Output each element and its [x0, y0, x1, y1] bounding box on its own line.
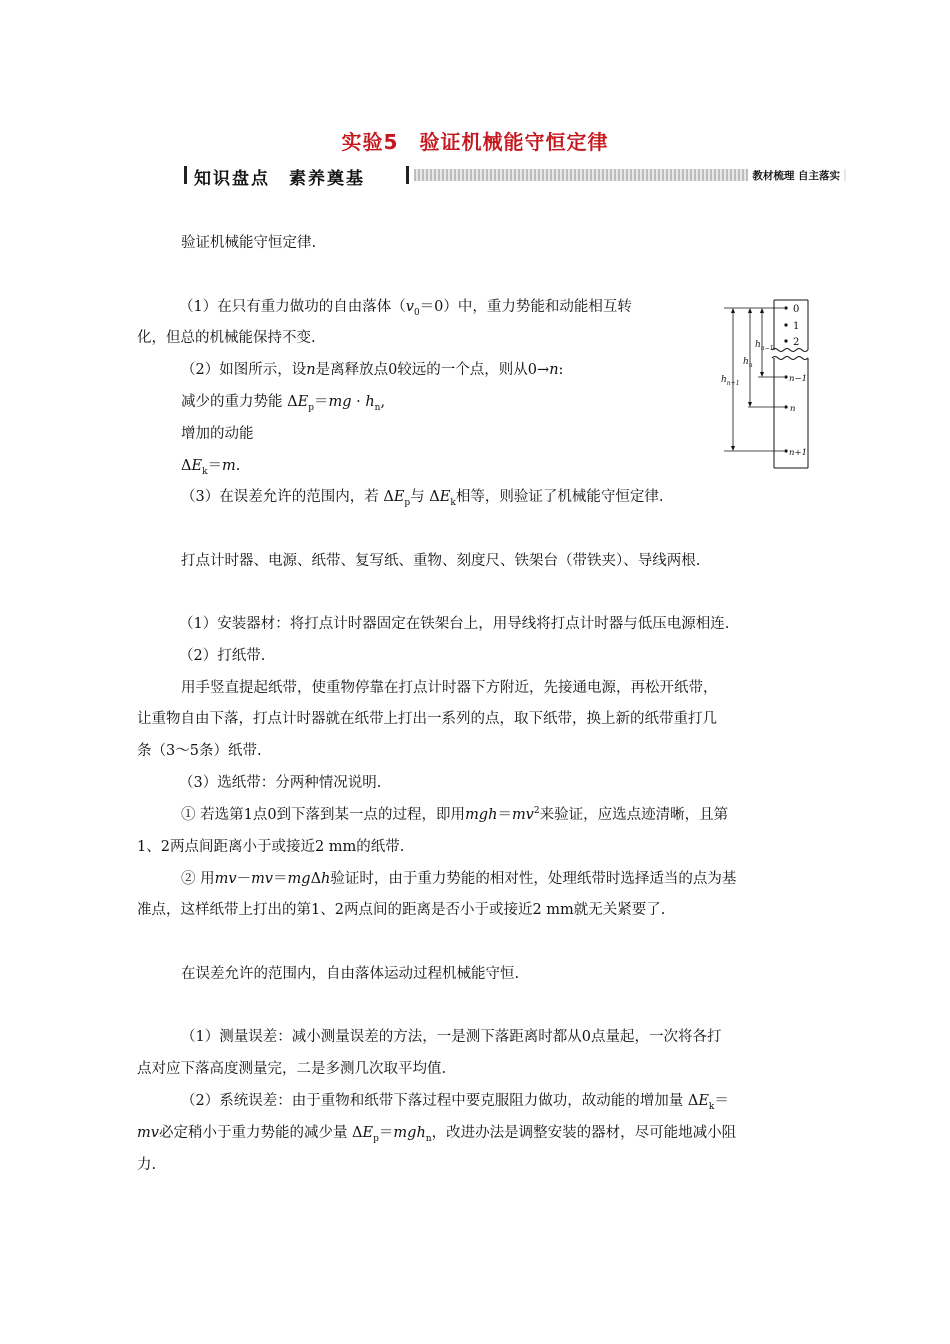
step-2-line-b: 让重物自由下落，打点计时器就在纸带上打出一系列的点，取下纸带，换上新的纸带重打几	[137, 711, 717, 727]
step-2-line-a: 用手竖直提起纸带，使重物停靠在打点计时器下方附近，先接通电源，再松开纸带，	[181, 680, 718, 696]
step-3-case-1-cont: 1、2两点间距离小于或接近2 mm的纸带.	[137, 839, 405, 855]
tape-label-n+1: n+1	[789, 448, 808, 458]
tape-label-2: 2	[793, 337, 800, 348]
tape-dot-n-1	[784, 375, 787, 378]
tape-label-n-1: n−1	[789, 374, 808, 384]
h-n+1-label: $h_{n+1}$	[721, 375, 740, 387]
error-2-cont: mv必定稍小于重力势能的减少量 $\Delta E_p=mgh_n$，改进办法是调整安装的器材，尽可能地减小阻	[137, 1125, 737, 1144]
h-n-1-label: $h_{n-1}$	[755, 340, 774, 352]
step-3-case-1: ① 若选第1点0到下落到某一点的过程，即用$mgh=mv^2$来验证，应选点迹清晰，且第	[181, 806, 729, 823]
conclusion-text: 在误差允许的范围内，自由落体运动过程机械能守恒.	[181, 966, 520, 982]
section-banner	[184, 164, 846, 189]
error-2: （2）系统误差：由于重物和纸带下落过程中要克服阻力做功，故动能的增加量 $\Delta E_k=$	[181, 1093, 729, 1112]
error-1: （1）测量误差：减小测量误差的方法，一是测下落距离时都从0点量起，一次将各打	[181, 1029, 722, 1045]
banner-separator	[406, 166, 409, 184]
banner-bar	[184, 166, 187, 184]
paper-tape-diagram	[718, 296, 818, 472]
principle-line-7: （3）在误差允许的范围内，若 $\Delta E_p$与 $\Delta E_k$相等，则验证了机械能守恒定律.	[181, 489, 664, 508]
principle-line-1: （1）在只有重力做功的自由落体$(v_0=0)$中，重力势能和动能相互转	[179, 299, 632, 318]
tape-dot-n	[784, 405, 787, 408]
page-title: 实验5 验证机械能守恒定律	[341, 130, 609, 154]
banner-title: 知识盘点 素养奠基	[194, 169, 365, 189]
purpose-text: 验证机械能守恒定律.	[181, 235, 317, 251]
tape-dot-n+1	[784, 449, 787, 452]
principle-line-4: 减少的重力势能 $\Delta E_p=mg \cdot h_n$,	[181, 394, 386, 413]
step-2-line-c: 条（3～5条）纸带.	[137, 743, 262, 759]
principle-line-6: $\Delta E_k=m$.	[181, 458, 241, 477]
step-1: （1）安装器材：将打点计时器固定在铁架台上，用导线将打点计时器与低压电源相连.	[179, 616, 730, 632]
step-3: （3）选纸带：分两种情况说明.	[179, 775, 382, 791]
tape-label-1: 1	[793, 321, 800, 332]
error-2-end: 力.	[137, 1157, 157, 1173]
step-3-case-2-cont: 准点，这样纸带上打出的第1、2两点间的距离是否小于或接近2 mm就无关紧要了.	[137, 902, 666, 918]
step-3-case-2: ② 用mv－mv＝mgΔh验证时，由于重力势能的相对性，处理纸带时选择适当的点为基	[181, 871, 737, 887]
principle-line-3: （2）如图所示，设n是离释放点0较远的一个点，则从0→n:	[181, 362, 564, 378]
equipment-text: 打点计时器、电源、纸带、复写纸、重物、刻度尺、铁架台（带铁夹）、导线两根.	[181, 553, 701, 569]
principle-line-5: 增加的动能	[181, 426, 254, 442]
tape-dot-2	[784, 339, 787, 342]
tape-label-0: 0	[793, 304, 800, 315]
h-n-label: $h_n$	[743, 357, 753, 369]
banner-subtitle: 教材梳理 自主落实	[748, 168, 844, 183]
tape-dot-1	[784, 323, 787, 326]
principle-line-2: 化，但总的机械能保持不变.	[137, 330, 316, 346]
tape-dot-0	[784, 306, 787, 309]
tape-label-n: n	[790, 404, 796, 414]
step-2: （2）打纸带.	[179, 648, 266, 664]
error-1-cont: 点对应下落高度测量完，二是多测几次取平均值.	[137, 1061, 447, 1077]
